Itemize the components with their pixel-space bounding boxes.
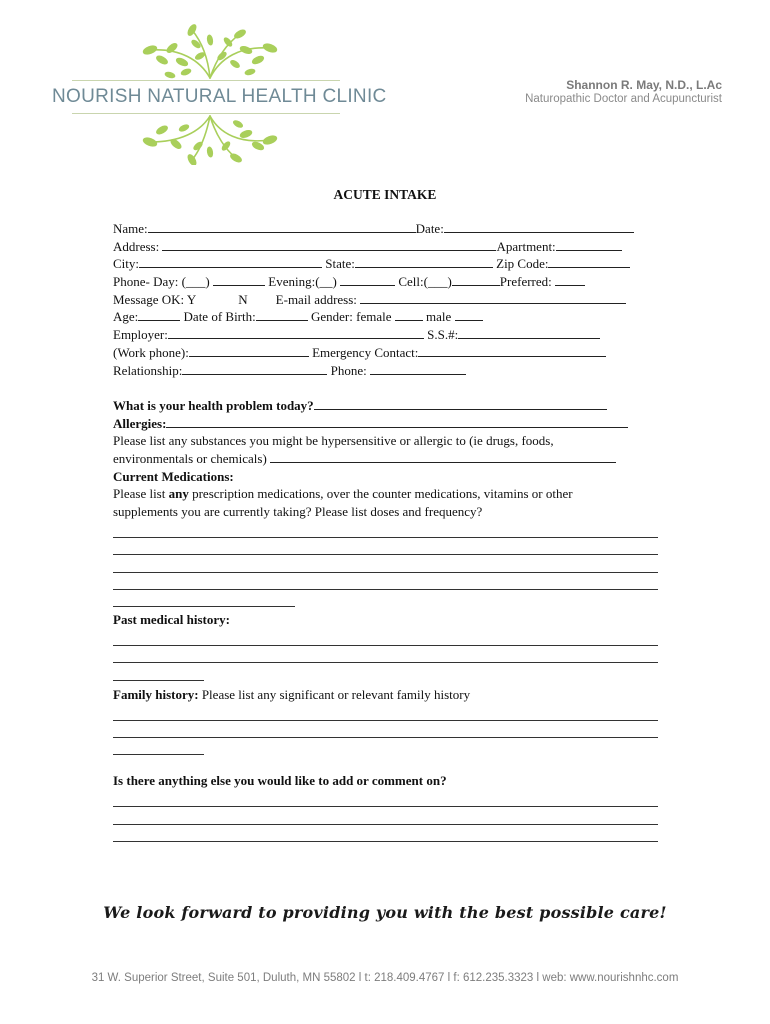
logo-rule-bottom — [72, 113, 340, 114]
row-health-problem — [113, 397, 658, 415]
doctor-name: Shannon R. May, N.D., L.Ac — [566, 78, 722, 92]
state-label: State: — [325, 256, 355, 272]
past-history-label: Past medical history: — [113, 612, 230, 628]
medications-line[interactable] — [113, 555, 658, 572]
row-address — [113, 238, 658, 256]
row-employer — [113, 326, 658, 344]
phone-day-field[interactable] — [213, 273, 265, 286]
past-history-line[interactable] — [113, 629, 658, 646]
closing-message: We look forward to providing you with the best possible care! — [103, 903, 667, 922]
phone-field[interactable] — [370, 362, 466, 375]
past-history-line[interactable] — [113, 646, 658, 663]
message-ok-label: Message OK: Y — [113, 291, 197, 307]
row-city — [113, 255, 658, 273]
family-history-description: Please list any significant or relevant family history — [198, 686, 471, 702]
row-name-date — [113, 220, 658, 238]
emergency-field[interactable] — [418, 344, 606, 357]
health-problem-label: What is your health problem today? — [113, 397, 314, 413]
dob-label: Date of Birth: — [183, 309, 256, 325]
allergies-label: Allergies: — [113, 415, 167, 431]
email-field[interactable] — [360, 291, 626, 304]
medications-desc-a: Please list — [113, 486, 169, 502]
apartment-field[interactable] — [556, 238, 622, 251]
zip-field[interactable] — [548, 255, 630, 268]
employer-field[interactable] — [168, 326, 424, 339]
gender-label: Gender: female — [311, 309, 392, 325]
message-no-label[interactable]: N — [238, 291, 248, 307]
family-history-line-short[interactable] — [113, 738, 204, 755]
relationship-field[interactable] — [182, 362, 327, 375]
medications-description-2: supplements you are currently taking? Please list doses and frequency? — [113, 504, 483, 519]
preferred-label: Preferred: — [499, 274, 552, 290]
work-phone-field[interactable] — [189, 344, 309, 357]
medications-line[interactable] — [113, 521, 658, 538]
dob-field[interactable] — [256, 308, 308, 321]
health-problem-field[interactable] — [314, 397, 607, 410]
ss-label: S.S.#: — [427, 327, 459, 343]
apartment-label: Apartment: — [496, 238, 556, 254]
medications-line[interactable] — [113, 538, 658, 555]
city-label: City: — [113, 256, 140, 272]
family-history-line[interactable] — [113, 721, 658, 738]
date-field[interactable] — [444, 220, 634, 233]
row-relationship — [113, 362, 658, 380]
email-label: E-mail address: — [275, 291, 357, 307]
row-message — [113, 291, 658, 309]
row-allergies — [113, 415, 658, 433]
doctor-title: Naturopathic Doctor and Acupuncturist — [525, 93, 722, 105]
phone-label: Phone: — [330, 362, 367, 378]
allergies-field[interactable] — [166, 415, 628, 428]
past-history-line-short[interactable] — [113, 663, 204, 680]
row-phone — [113, 273, 658, 291]
address-label: Address: — [113, 238, 160, 254]
phone-day-label: Phone- Day: (___) — [113, 274, 210, 290]
family-history-line[interactable] — [113, 703, 658, 720]
state-field[interactable] — [355, 255, 493, 268]
footer-contact: 31 W. Superior Street, Suite 501, Duluth, MN 55802 l t: 218.409.4767 l f: 612.235.3323 l web: www.nourishnhc.com — [91, 972, 679, 984]
evening-label: Evening:(__) — [268, 274, 337, 290]
male-field[interactable] — [455, 308, 483, 321]
male-label: male — [425, 309, 452, 325]
anything-else-label: Is there anything else you would like to add or comment on? — [113, 773, 447, 789]
work-phone-label: (Work phone): — [113, 344, 189, 360]
age-field[interactable] — [138, 308, 180, 321]
age-label: Age: — [113, 309, 139, 325]
address-field[interactable] — [162, 238, 496, 251]
evening-field[interactable] — [340, 273, 395, 286]
date-label: Date: — [415, 221, 444, 236]
medications-label: Current Medications: — [113, 468, 234, 484]
form-title: ACUTE INTAKE — [333, 187, 437, 202]
cell-field[interactable] — [452, 273, 500, 286]
name-label: Name: — [113, 221, 148, 236]
employer-label: Employer: — [113, 327, 168, 343]
medications-desc-c: prescription medications, over the counter medications, vitamins or other — [188, 486, 573, 502]
clinic-name: NOURISH NATURAL HEALTH CLINIC — [52, 86, 387, 107]
row-age — [113, 308, 658, 326]
name-field[interactable] — [148, 220, 416, 233]
city-field[interactable] — [139, 255, 322, 268]
cell-label: Cell:(___) — [398, 274, 452, 290]
medications-line[interactable] — [113, 573, 658, 590]
emergency-label: Emergency Contact: — [312, 344, 419, 360]
row-medications-desc — [113, 485, 658, 503]
family-history-label: Family history: — [113, 686, 199, 702]
row-work-phone — [113, 344, 658, 362]
comments-line[interactable] — [113, 807, 658, 824]
allergies-substances-field[interactable] — [270, 450, 616, 463]
logo-rule-top — [72, 80, 340, 81]
medications-desc-any: any — [168, 486, 189, 502]
preferred-field[interactable] — [555, 273, 585, 286]
row-allergies-desc-2 — [113, 450, 658, 468]
relationship-label: Relationship: — [113, 362, 183, 378]
allergies-description: Please list any substances you might be hypersensitive or allergic to (ie drugs, foods, — [113, 433, 554, 449]
zip-label: Zip Code: — [496, 256, 549, 272]
female-field[interactable] — [395, 308, 423, 321]
medications-line-short[interactable] — [113, 590, 295, 607]
comments-line[interactable] — [113, 790, 658, 807]
comments-line[interactable] — [113, 825, 658, 842]
row-family-history — [113, 686, 658, 704]
intake-form — [113, 220, 658, 842]
ss-field[interactable] — [458, 326, 600, 339]
allergies-description-2: environmentals or chemicals) — [113, 450, 267, 466]
